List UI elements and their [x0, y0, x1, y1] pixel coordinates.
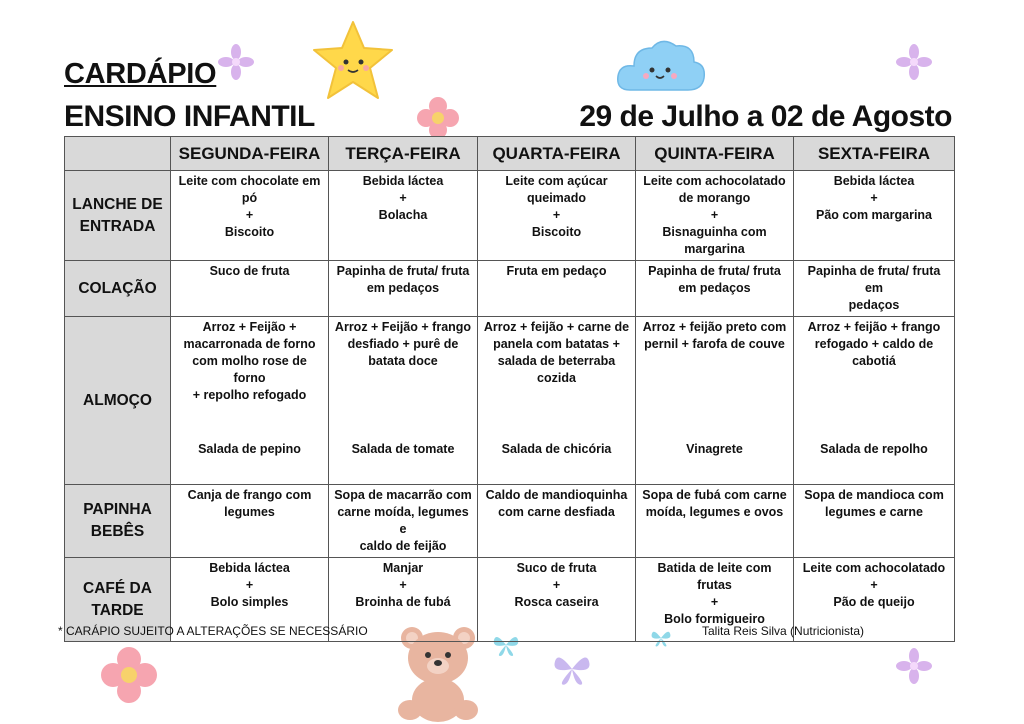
- flower-icon: [100, 646, 158, 704]
- salad-label: Vinagrete: [686, 442, 743, 456]
- menu-cell: Leite com açúcar queimado + Biscoito: [478, 171, 636, 261]
- row-label-colacao: COLAÇÃO: [65, 261, 171, 317]
- menu-cell: Arroz + Feijão + macarronada de forno com molho rose de forno + repolho refogado Salada de pepino: [171, 317, 329, 485]
- row-label-lanche: LANCHE DE ENTRADA: [65, 171, 171, 261]
- salad-label: Salada de repolho: [820, 442, 928, 456]
- menu-table: [64, 136, 955, 642]
- page-subtitle: ENSINO INFANTIL: [64, 100, 315, 133]
- column-header-tuesday: TERÇA-FEIRA: [329, 137, 478, 171]
- menu-cell: Arroz + Feijão + frango desfiado + purê de batata doce Salada de tomate: [329, 317, 478, 485]
- footer-note: * CARÁPIO SUJEITO A ALTERAÇÕES SE NECESSÁRIO: [58, 624, 368, 638]
- column-header-thursday: QUINTA-FEIRA: [636, 137, 794, 171]
- row-label-papinha: PAPINHA BEBÊS: [65, 485, 171, 558]
- date-range: 29 de Julho a 02 de Agosto: [579, 100, 952, 133]
- menu-cell: Canja de frango com legumes: [171, 485, 329, 558]
- menu-cell: Bebida láctea + Bolo simples: [171, 558, 329, 642]
- menu-cell: Suco de fruta + Rosca caseira: [478, 558, 636, 642]
- row-label-almoco: ALMOÇO: [65, 317, 171, 485]
- menu-cell: Leite com chocolate em pó + Biscoito: [171, 171, 329, 261]
- menu-cell: Bebida láctea + Bolacha: [329, 171, 478, 261]
- star-icon: [308, 18, 398, 104]
- corner-cell: [65, 137, 171, 171]
- salad-label: Salada de chicória: [501, 442, 612, 456]
- table-row: [65, 317, 955, 485]
- column-header-monday: SEGUNDA-FEIRA: [171, 137, 329, 171]
- row-label-cafe: CAFÉ DA TARDE: [65, 558, 171, 642]
- flower-icon: [896, 648, 932, 684]
- menu-cell: Batida de leite com frutas + Bolo formigueiro: [636, 558, 794, 642]
- menu-cell: Caldo de mandioquinha com carne desfiada: [478, 485, 636, 558]
- flower-icon: [416, 96, 460, 140]
- flower-icon: [896, 44, 932, 80]
- cloud-icon: [612, 34, 708, 98]
- menu-cell: Papinha de fruta/ fruta em pedaços: [329, 261, 478, 317]
- menu-cell: Papinha de fruta/ fruta em pedaços: [794, 261, 955, 317]
- menu-cell: Arroz + feijão + carne de panela com batatas + salada de beterraba cozida Salada de chicória: [478, 317, 636, 485]
- menu-cell: Sopa de macarrão com carne moída, legumes e caldo de feijão: [329, 485, 478, 558]
- menu-cell: Leite com achocolatado de morango + Bisnaguinha com margarina: [636, 171, 794, 261]
- menu-cell: Manjar + Broinha de fubá: [329, 558, 478, 642]
- footer-author: Talita Reis Silva (Nutricionista): [702, 624, 865, 638]
- menu-cell: Fruta em pedaço: [478, 261, 636, 317]
- column-header-friday: SEXTA-FEIRA: [794, 137, 955, 171]
- salad-label: Salada de tomate: [351, 442, 455, 456]
- menu-cell: Bebida láctea + Pão com margarina: [794, 171, 955, 261]
- menu-cell: Suco de fruta: [171, 261, 329, 317]
- table-row: [65, 485, 955, 558]
- table-row: [65, 171, 955, 261]
- menu-cell: Sopa de mandioca com legumes e carne: [794, 485, 955, 558]
- menu-cell: Arroz + feijão preto com pernil + farofa de couve Vinagrete: [636, 317, 794, 485]
- menu-cell: Sopa de fubá com carne moída, legumes e ovos: [636, 485, 794, 558]
- menu-cell: Arroz + feijão + frango refogado + caldo de cabotiá Salada de repolho: [794, 317, 955, 485]
- flower-icon: [218, 44, 254, 80]
- column-header-wednesday: QUARTA-FEIRA: [478, 137, 636, 171]
- page-title: CARDÁPIO: [64, 58, 217, 90]
- menu-cell: Leite com achocolatado + Pão de queijo: [794, 558, 955, 642]
- table-row: [65, 261, 955, 317]
- butterfly-icon: [552, 650, 592, 688]
- salad-label: Salada de pepino: [198, 442, 301, 456]
- menu-cell: Papinha de fruta/ fruta em pedaços: [636, 261, 794, 317]
